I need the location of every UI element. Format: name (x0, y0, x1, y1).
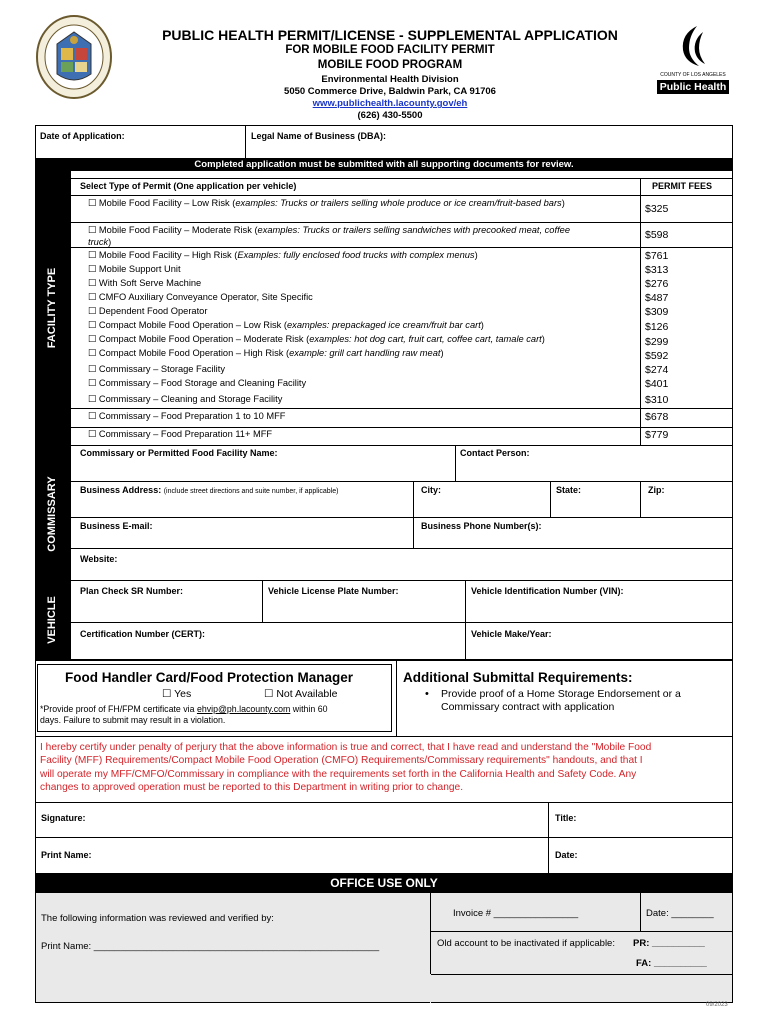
invoice-field: Invoice # ________________ (453, 908, 579, 919)
website-label: Website: (80, 554, 118, 564)
division-name: Environmental Health Division (321, 74, 459, 85)
permit-option-label: ☐ Dependent Food Operator (88, 306, 208, 316)
office-use-banner: OFFICE USE ONLY (35, 873, 733, 893)
permit-option-close: ) (440, 348, 444, 358)
permit-option-label: ☐ Commissary – Food Storage and Cleaning Facility (88, 378, 307, 388)
facility-type-label: FACILITY TYPE (46, 267, 58, 349)
permit-fee: $276 (645, 278, 669, 290)
food-handler-note-deadline: days. Failure to submit may result in a violation. (40, 715, 226, 725)
permit-option-close: ) (561, 198, 565, 208)
contact-person-label: Contact Person: (460, 448, 530, 458)
permit-option-label: ☐ Compact Mobile Food Operation – High Risk ( (88, 348, 290, 358)
permit-option-label: ☐ CMFO Auxiliary Conveyance Operator, Site Specific (88, 292, 313, 302)
permit-option-label: ☐ Commissary – Cleaning and Storage Facility (88, 394, 283, 404)
permit-fee: $401 (645, 378, 669, 390)
certify-line-3: will operate my MFF/CMFO/Commissary in compliance with the requirements set forth in the California Health and Safety Code. Any (40, 768, 637, 780)
office-address: 5050 Commerce Drive, Baldwin Park, CA 91706 (284, 86, 496, 97)
food-handler-email-link[interactable]: ehvip@ph.lacounty.com (196, 704, 291, 714)
permit-option-label: ☐ Commissary – Storage Facility (88, 364, 225, 374)
commissary-label: COMMISSARY (46, 476, 58, 552)
permit-option-0[interactable] (88, 198, 565, 209)
permit-fee: $126 (645, 321, 669, 333)
permit-option-close: ) (474, 250, 478, 260)
vehicle-label: VEHICLE (46, 596, 58, 644)
permit-fee: $598 (645, 229, 669, 241)
permit-fee: $313 (645, 264, 669, 276)
public-health-logo (655, 22, 731, 97)
permit-option-close: ) (480, 320, 484, 330)
office-print-name: Print Name: ______________________________________________________ (41, 941, 380, 952)
permit-option-label: ☐ Mobile Food Facility – High Risk ( (88, 250, 238, 260)
permit-option-1[interactable] (88, 225, 570, 236)
permit-option-8[interactable] (88, 320, 484, 331)
cert-number-label: Certification Number (CERT): (80, 629, 206, 639)
permit-option-13[interactable] (88, 394, 282, 405)
reviewed-by-text: The following information was reviewed and verified by: (41, 913, 274, 924)
fa-field: FA: __________ (636, 958, 707, 969)
business-address-label (80, 485, 338, 495)
website-link[interactable]: www.publichealth.lacounty.gov/eh (312, 98, 468, 109)
permit-option-7[interactable] (88, 306, 207, 317)
print-name-label: Print Name: (41, 850, 92, 860)
permit-option-9[interactable] (88, 334, 545, 345)
food-handler-not-available[interactable]: ☐ Not Available (264, 688, 338, 700)
permit-option-example: examples: Trucks or trailers selling sandwiches with precooked meat, coffee (257, 225, 570, 235)
permit-option-label: ☐ Commissary – Food Preparation 11+ MFF (88, 429, 273, 439)
plan-check-label: Plan Check SR Number: (80, 586, 184, 596)
permit-option-example: truck (88, 237, 109, 247)
form-title: PUBLIC HEALTH PERMIT/LICENSE - SUPPLEMENTAL APPLICATION (162, 27, 618, 43)
additional-requirement-item (441, 688, 681, 714)
permit-fee: $274 (645, 364, 669, 376)
business-address-note: (include street directions and suite number, if applicable) (163, 488, 339, 495)
food-handler-note-end: within 60 (292, 704, 328, 714)
food-handler-note-start: *Provide proof of FH/FPM certificate via (40, 704, 195, 714)
date-label: Date: (555, 850, 578, 860)
old-account-text: Old account to be inactivated if applicable: (437, 938, 615, 949)
logo-county-text: COUNTY OF LOS ANGELES (660, 72, 726, 78)
permit-option-6[interactable] (88, 292, 313, 303)
commissary-facility-name-label: Commissary or Permitted Food Facility Name: (80, 448, 278, 458)
business-phone-label: Business Phone Number(s): (421, 521, 542, 531)
signature-label: Signature: (41, 813, 86, 823)
zip-label: Zip: (648, 485, 665, 495)
business-address-text: Business Address: (80, 485, 162, 495)
food-handler-note (40, 704, 390, 726)
city-label: City: (421, 485, 441, 495)
permit-option-close: ) (541, 334, 545, 344)
permit-fee: $487 (645, 292, 669, 304)
additional-requirements-title: Additional Submittal Requirements: (403, 670, 633, 685)
permit-fee: $299 (645, 336, 669, 348)
permit-option-label: ☐ Compact Mobile Food Operation – Moderate Risk ( (88, 334, 310, 344)
permit-option-11[interactable] (88, 364, 225, 375)
vin-label: Vehicle Identification Number (VIN): (471, 586, 624, 596)
food-handler-title: Food Handler Card/Food Protection Manager (65, 670, 354, 685)
business-name-label: Legal Name of Business (DBA): (251, 131, 387, 141)
permit-option-label: ☐ Commissary – Food Preparation 1 to 10 MFF (88, 411, 286, 421)
form-subtitle: FOR MOBILE FOOD FACILITY PERMIT (285, 44, 495, 56)
permit-option-example: Examples: fully enclosed food trucks with complex menus (237, 250, 475, 260)
food-handler-yes[interactable]: ☐ Yes (162, 688, 192, 700)
permit-option-2 (88, 237, 111, 247)
select-permit-label: Select Type of Permit (One application per vehicle) (80, 181, 297, 191)
office-phone: (626) 430-5500 (357, 110, 423, 121)
revision-date: 09/2023 (706, 1002, 728, 1008)
additional-line-2: Commissary contract with application (441, 701, 615, 713)
additional-line-1: Provide proof of a Home Storage Endorsement or a (441, 688, 681, 700)
logo-public-health: Public Health (657, 80, 729, 94)
state-label: State: (556, 485, 582, 495)
program-name: MOBILE FOOD PROGRAM (317, 59, 463, 71)
office-date-field: Date: ________ (646, 908, 714, 919)
license-plate-label: Vehicle License Plate Number: (268, 586, 399, 596)
permit-option-4[interactable] (88, 264, 181, 275)
permit-fee: $592 (645, 350, 669, 362)
permit-option-label: ☐ Compact Mobile Food Operation – Low Risk ( (88, 320, 288, 330)
permit-option-label: ☐ Mobile Food Facility – Moderate Risk ( (88, 225, 258, 235)
additional-bullet: • (425, 688, 429, 700)
permit-fee: $325 (645, 203, 669, 215)
pr-field: PR: __________ (633, 938, 705, 949)
vehicle-make-label: Vehicle Make/Year: (471, 629, 552, 639)
permit-fee: $779 (645, 429, 669, 441)
permit-option-label: ☐ With Soft Serve Machine (88, 278, 202, 288)
permit-fees-label: PERMIT FEES (652, 181, 713, 191)
permit-fee: $310 (645, 394, 669, 406)
date-of-application-label: Date of Application: (40, 131, 125, 141)
submission-banner: Completed application must be submitted with all supporting documents for review. (35, 158, 733, 171)
permit-fee: $309 (645, 306, 669, 318)
permit-fee: $678 (645, 411, 669, 423)
certify-line-2: Facility (MFF) Requirements/Compact Mobile Food Operation (CMFO) Requirements/Commissary requirements" handouts, and that I (40, 755, 643, 767)
permit-option-10[interactable] (88, 348, 444, 359)
permit-option-5[interactable] (88, 278, 201, 289)
title-label: Title: (555, 813, 577, 823)
permit-option-example: examples: Trucks or trailers selling whole produce or ice cream/fruit-based bars (235, 198, 562, 208)
permit-option-14[interactable] (88, 411, 285, 422)
permit-option-12[interactable] (88, 378, 306, 389)
certify-line-4: changes to approved operation must be reported to this Department in writing prior to change. (40, 782, 464, 794)
permit-option-15[interactable] (88, 429, 272, 440)
permit-option-label: ☐ Mobile Support Unit (88, 264, 181, 274)
business-email-label: Business E-mail: (80, 521, 153, 531)
permit-option-example: examples: prepackaged ice cream/fruit bar cart (287, 320, 481, 330)
permit-option-example: example: grill cart handling raw meat (289, 348, 441, 358)
permit-option-label: ☐ Mobile Food Facility – Low Risk ( (88, 198, 236, 208)
permit-fee: $761 (645, 250, 669, 262)
certification-statement (40, 741, 730, 795)
permit-option-3[interactable] (88, 250, 478, 261)
permit-option-close: ) (108, 237, 112, 247)
certify-line-1: I hereby certify under penalty of perjury that the above information is true and correct, that I have read and understand the "Mobile Food (40, 742, 652, 753)
permit-option-example: examples: hot dog cart, fruit cart, coffee cart, tamale cart (309, 334, 542, 344)
